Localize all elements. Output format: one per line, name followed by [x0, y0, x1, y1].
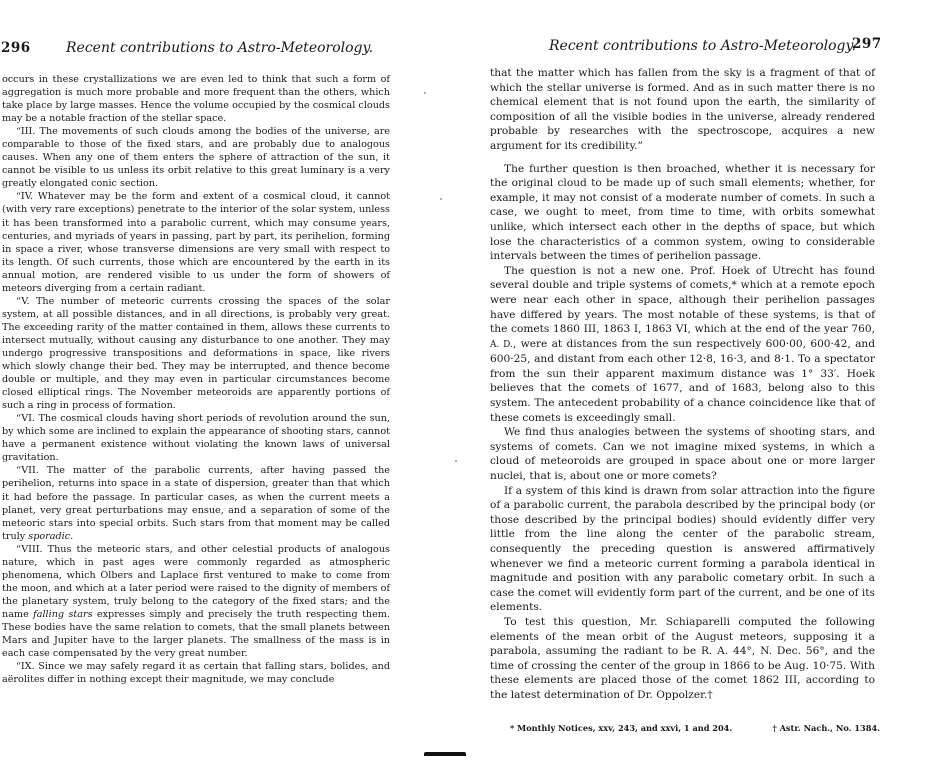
paragraph-vii	[2, 464, 390, 542]
paragraph	[490, 264, 875, 426]
paragraph-v: “V. The number of meteoric currents crossing the spaces of the solar system, at all possible distances, and in all directions, is probably very great. The exceeding rarity of the matter contained in them, allows these currents to intersect mutually, without causing any disturbance to one another. They may undergo progressive transpositions and deformations in space, like rivers which slowly change their bed. They may be interrupted, and thence become double or multiple, and they may even in particular circumstances become closed elliptical rings. The November meteoroids are apparently portions of such a ring in process of formation.	[2, 295, 390, 412]
paragraph-text: The question is not a new one. Prof. Hoek of Utrecht has found several double and triple systems of comets,* which at a remote epoch were near each other in space, although their perihelion passages have differed by years. The most notable of these systems, is that of the comets 1860 III, 1863 I, 1863 VI, which at the end of the year 760,	[490, 264, 875, 336]
paragraph: To test this question, Mr. Schiaparelli computed the following elements of the mean orbit of the August meteors, supposing it a parabola, assuming the radiant to be R. A. 44°, N. Dec. 56°, and the time of crossing the center of the group in 1866 to be Aug. 10·75. With these elements are placed those of the comet 1862 III, according to the latest determination of Dr. Oppolzer.†	[490, 615, 875, 701]
page-number: 297	[852, 36, 882, 52]
paragraph: The further question is then broached, whether it is necessary for the original cloud to be made up of such small elements; whether, for example, it may not consist of a moderate number of comets. In such a case, we ought to meet, from time to time, with orbits somewhat unlike, which intersect each other in the depths of space, but which lose the characteristics of a common system, owing to considerable intervals between the times of perihelion passage.	[490, 162, 875, 263]
paragraph-ix: “IX. Since we may safely regard it as certain that falling stars, bolides, and aërolites differ in nothing except their magnitude, we may conclude	[2, 661, 390, 686]
paragraph-iii: “III. The movements of such clouds among the bodies of the universe, are comparable to those of the fixed stars, and are probably due to analogous causes. When any one of them enters the sphere of attraction of the sun, it cannot be visible to us unless its orbit relative to this great luminary is a very greatly elongated conic section.	[2, 126, 390, 190]
paragraph-text: .	[70, 530, 74, 542]
emphasis: falling stars	[33, 608, 93, 620]
small-caps-text: A. D.	[490, 339, 513, 350]
emphasis: sporadic	[28, 530, 71, 542]
paragraph-iv: “IV. Whatever may be the form and extent of a cosmical cloud, it cannot (with very rare exceptions) penetrate to the interior of the solar system, unless it has been transformed into a parabolic current, which may consume years, centuries, and myriads of years in passing, part by part, its perihelion, forming in space a river, whose transverse dimensions are very small with respect to its length. Of such currents, those which are encountered by the earth in its annual motion, are rendered visible to us under the form of showers of meteors diverging from a certain radiant.	[2, 191, 390, 294]
footnote-asterisk: * Monthly Notices, xxv, 243, and xxvi, 1 and 204.	[510, 723, 733, 733]
running-head: Recent contributions to Astro-Meteorology.	[66, 40, 374, 56]
body-text	[2, 73, 390, 686]
footnotes	[510, 723, 880, 734]
running-head: Recent contributions to Astro-Meteorology.	[549, 38, 857, 54]
paragraph: occurs in these crystallizations we are even led to think that such a form of aggregation is much more probable and more frequent than the others, which take place by large masses. Hence the volume occupied by the cosmical clouds may be a notable fraction of the stellar space.	[2, 74, 390, 125]
paragraph-viii	[2, 543, 390, 660]
paragraph-text: expresses simply and precisely the truth respecting them. These bodies have the same relation to comets, that the small planets between Mars and Jupiter have to the larger planets. The smallness of the mass is in each case compensated by the very great number.	[2, 608, 390, 660]
paragraph-text: , were at distances from the sun respectively 600·00, 600·42, and 600·25, and distant from each other 12·8, 16·3, and 8·1. To a spectator from the sun their apparent maximum distance was 1° 33′. Hoek believes that the comets of 1677, and of 1683, belong also to this system. The antecedent probability of a chance coincidence like that of these comets is exceedingly small.	[490, 337, 875, 424]
page-number: 296	[1, 40, 31, 56]
speck	[440, 198, 442, 200]
speck	[424, 92, 426, 94]
right-page	[470, 0, 928, 760]
paragraph-text: “VII. The matter of the parabolic currents, after having passed the perihelion, returns into space in a state of dispersion, greater than that which it had before the passage. In particular cases, as when the current meets a planet, very great perturbations may ensue, and a separation of some of the meteoric stars into special orbits. Such stars from that moment may be called truly	[2, 465, 390, 542]
paragraph-vi: “VI. The cosmical clouds having short periods of revolution around the sun, by which some are inclined to explain the appearance of shooting stars, cannot have a permanent existence without violating the known laws of universal gravitation.	[2, 413, 390, 464]
paragraph: that the matter which has fallen from the sky is a fragment of that of which the stellar universe is formed. And as in such matter there is no chemical element that is not found upon the earth, the similarity of composition of all the visible bodies in the universe, already rendered probable by researches with the spectroscope, acquires a new argument for its credibility.”	[490, 67, 875, 152]
body-text	[490, 66, 875, 703]
footnote-dagger: † Astr. Nach., No. 1384.	[772, 723, 880, 733]
paragraph-text: “VIII. Thus the meteoric stars, and other celestial products of analogous nature, which in past ages were commonly regarded as atmospheric phenomena, which Olbers and Laplace first ventured to make to come from the moon, and which at a later period were raised to the dignity of members of the planetary system, truly belong to the category of the fixed stars; and the name	[2, 543, 390, 620]
speck	[455, 460, 457, 462]
paragraph: If a system of this kind is drawn from solar attraction into the figure of a parabolic current, the parabola described by the principal body (or those described by the principal bodies) should evidently differ very little from the line along the center of the parabolic stream, consequently the preceding question is answered affirmatively whenever we find a meteoric current forming a parabola identical in magnitude and position with any parabolic cometary orbit. In such a case the comet will evidently form part of the current, and be one of its elements.	[490, 484, 875, 614]
paragraph: We find thus analogies between the systems of shooting stars, and systems of comets. Can we not imagine mixed systems, in which a cloud of meteoroids are grouped in space about one or more larger nuclei, that is, about one or more comets?	[490, 426, 875, 483]
binding-shadow	[424, 752, 466, 756]
